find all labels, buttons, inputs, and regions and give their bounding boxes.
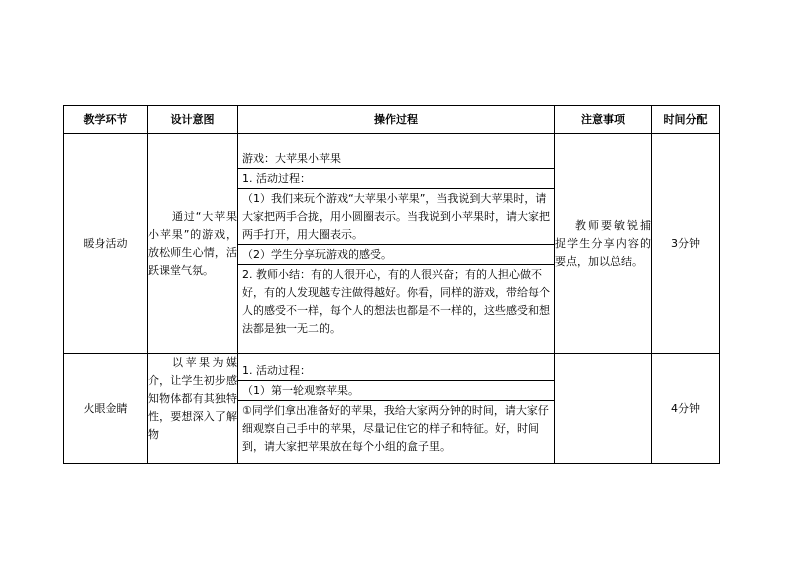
header-row xyxy=(64,106,720,134)
process-step: 1. 活动过程： xyxy=(238,361,554,381)
process-paragraph: 2. 教师小结：有的人很开心，有的人很兴奋；有的人担心做不好，有的人发现越专注做得越好。你看，同样的游戏，带给每个人的感受不一样，每个人的想法也都是不一样的，这些感受和想法都是独一无二的。 xyxy=(242,268,550,335)
notes-cell xyxy=(555,354,652,464)
time-cell: 3分钟 xyxy=(652,134,720,354)
table-row xyxy=(64,354,720,464)
intent-cell xyxy=(148,134,238,354)
notes-cell xyxy=(555,134,652,354)
process-cell xyxy=(238,354,555,464)
header-process: 操作过程 xyxy=(238,106,555,134)
process-paragraph: （1）第一轮观察苹果。 xyxy=(238,381,554,401)
intent-cell xyxy=(148,354,238,464)
header-time: 时间分配 xyxy=(652,106,720,134)
process-cell xyxy=(238,134,555,354)
process-paragraph: （1）我们来玩个游戏“大苹果小苹果”，当我说到大苹果时，请大家把两手合拢，用小圆圈表示。当我说到小苹果时，请大家把两手打开，用大圈表示。 xyxy=(238,189,554,245)
header-stage: 教学环节 xyxy=(64,106,148,134)
header-intent: 设计意图 xyxy=(148,106,238,134)
process-paragraph: （2）学生分享玩游戏的感受。 xyxy=(238,245,554,265)
intent-text: 通过“大苹果小苹果”的游戏，放松师生心情，活跃课堂气氛。 xyxy=(148,209,237,277)
notes-text: 教师要敏锐捕捉学生分享内容的要点，加以总结。 xyxy=(555,218,651,268)
process-title: 游戏：大苹果小苹果 xyxy=(238,149,554,169)
process-paragraph: ①同学们拿出准备好的苹果，我给大家两分钟的时间，请大家仔细观察自己手中的苹果，尽量记住它的样子和特征。好，时间到，请大家把苹果放在每个小组的盒子里。 xyxy=(242,404,549,453)
stage-cell: 火眼金睛 xyxy=(64,354,148,464)
time-cell: 4分钟 xyxy=(652,354,720,464)
lesson-plan-table xyxy=(63,105,720,464)
stage-cell: 暖身活动 xyxy=(64,134,148,354)
table-row xyxy=(64,134,720,354)
header-notes: 注意事项 xyxy=(555,106,652,134)
process-step: 1. 活动过程： xyxy=(238,169,554,189)
intent-text: 以苹果为媒介，让学生初步感知物体都有其独特性，要想深入了解物 xyxy=(148,356,237,441)
